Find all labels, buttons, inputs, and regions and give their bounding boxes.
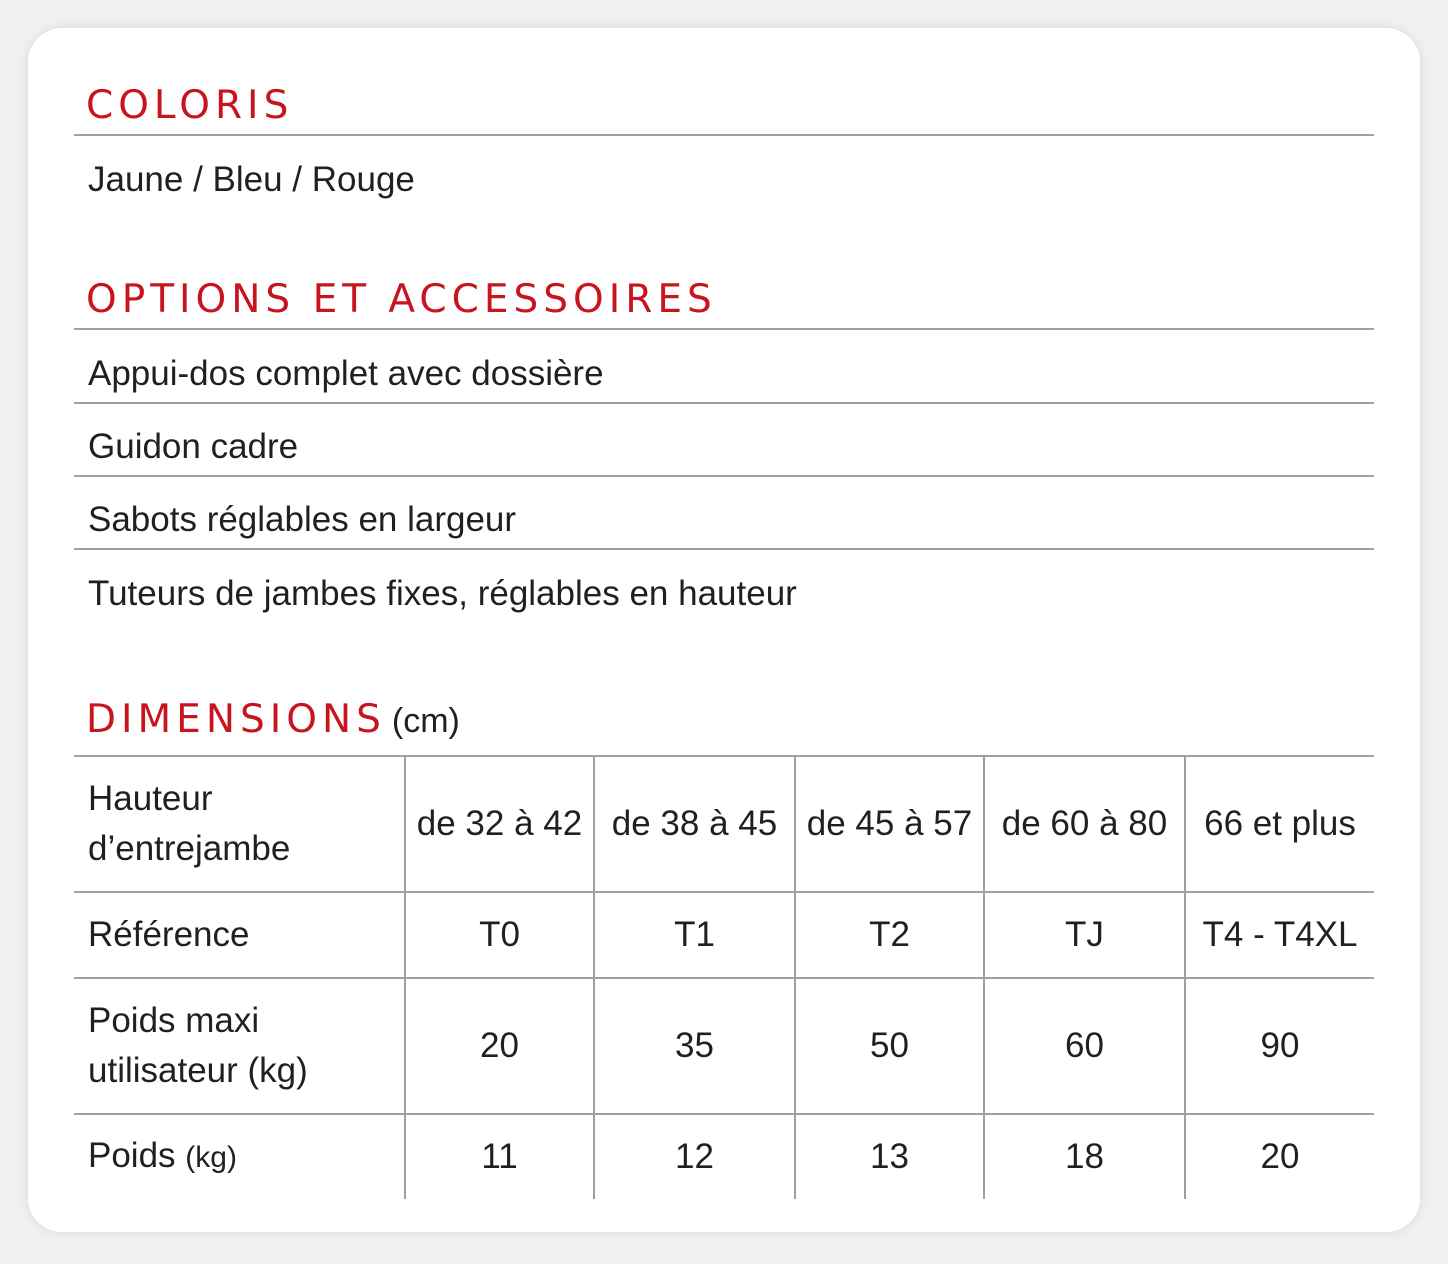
table-cell: 90 xyxy=(1185,978,1374,1114)
table-cell: de 45 à 57 xyxy=(795,756,984,892)
options-divider xyxy=(74,402,1374,404)
options-heading: OPTIONS ET ACCESSOIRES xyxy=(86,277,717,322)
option-item: Tuteurs de jambes fixes, réglables en hauteur xyxy=(88,574,797,613)
table-cell: T4 - T4XL xyxy=(1185,892,1374,978)
table-row xyxy=(74,756,1374,892)
table-cell: 50 xyxy=(795,978,984,1114)
row-label-line: Hauteur xyxy=(88,779,213,818)
table-cell: T2 xyxy=(795,892,984,978)
table-cell: 66 et plus xyxy=(1185,756,1374,892)
row-label xyxy=(74,978,405,1114)
table-cell: 20 xyxy=(405,978,594,1114)
table-cell: 18 xyxy=(984,1114,1185,1199)
table-cell: 12 xyxy=(594,1114,795,1199)
row-label xyxy=(74,1114,405,1199)
options-divider xyxy=(74,548,1374,550)
option-item: Sabots réglables en largeur xyxy=(88,500,517,539)
dimensions-title: DIMENSIONS xyxy=(86,697,386,742)
row-label-line: d’entrejambe xyxy=(88,829,291,868)
dimensions-unit: (cm) xyxy=(391,702,460,740)
table-cell: T0 xyxy=(405,892,594,978)
row-label xyxy=(74,756,405,892)
options-divider xyxy=(74,328,1374,330)
table-row xyxy=(74,978,1374,1114)
row-label-unit: (kg) xyxy=(185,1141,237,1174)
options-divider xyxy=(74,475,1374,477)
row-label-line: utilisateur (kg) xyxy=(88,1051,308,1090)
coloris-heading: COLORIS xyxy=(86,83,294,128)
table-cell: T1 xyxy=(594,892,795,978)
table-cell: 60 xyxy=(984,978,1185,1114)
table-row xyxy=(74,1114,1374,1199)
table-cell: de 60 à 80 xyxy=(984,756,1185,892)
coloris-value: Jaune / Bleu / Rouge xyxy=(88,160,415,199)
table-cell: 11 xyxy=(405,1114,594,1199)
dimensions-table xyxy=(74,755,1374,1199)
table-cell: de 38 à 45 xyxy=(594,756,795,892)
option-item: Appui-dos complet avec dossière xyxy=(88,354,604,393)
table-cell: 20 xyxy=(1185,1114,1374,1199)
row-label-text: Poids xyxy=(88,1136,176,1175)
coloris-divider xyxy=(74,134,1374,136)
table-cell: 13 xyxy=(795,1114,984,1199)
dimensions-heading xyxy=(86,697,460,742)
table-cell: TJ xyxy=(984,892,1185,978)
table-row xyxy=(74,892,1374,978)
row-label-line: Poids maxi xyxy=(88,1001,260,1040)
table-cell: de 32 à 42 xyxy=(405,756,594,892)
option-item: Guidon cadre xyxy=(88,427,299,466)
table-cell: 35 xyxy=(594,978,795,1114)
row-label: Référence xyxy=(74,892,405,978)
